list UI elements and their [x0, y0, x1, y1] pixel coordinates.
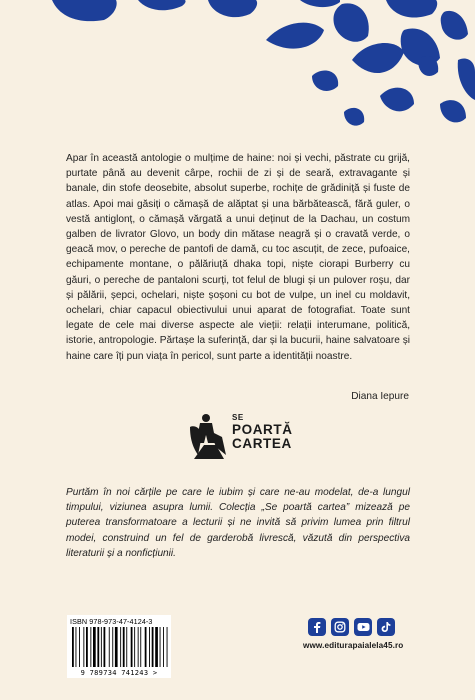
isbn-label: ISBN 978-973-47-4124-3 [70, 617, 153, 626]
barcode-bar [93, 627, 96, 667]
barcode-bar [145, 627, 147, 667]
barcode-bar [115, 627, 118, 667]
book-description: Apar în această antologie o mulțime de haine: noi și vechi, păstrate cu grijă, purtate până au devenit cârpe, rochii de zi și de seară, extravagante și banale, din stofe deosebite, absolut superbe, rochițe de grădiniță și fuste de atlas. Apoi mai găsiți o cămașă de alăptat și una bărbătească, fără guler, o vestă antiglonț, o cămașă vărgată a unui deținut de la Dachau, un costum galben de livrator Glovo, un body din mătase neagră și o cravată verde, o geacă mov, o pereche de pantofi de damă, cu toc ascuțit, de zece, pufoaice, echipamente montane, o pălăriuță dhaka topi, niște ciorapi Burberry cu găuri, o pereche de pantaloni scurți, tot felul de blugi și un pulover roșu, dar și pălării, șepci, ochelari, niște șoșoni cu bot de vulpe, un inel cu moldavit, ochelari, chiar capacul obiectivului unui aparat de fotografiat. Toate sunt legate de cele mai diverse aspecte ale vieții: relații interumane, politică, istorie, antropologie. Părtașe la suferință, dar și la bucurii, haine salvatoare și haine care îți pun viața în pericol, sunt parte a identității noastre. [66, 153, 410, 362]
barcode-bar [104, 627, 106, 667]
logo-line-cartea: CARTEA [232, 436, 292, 451]
logo-wordmark [232, 413, 293, 451]
barcode-bar [72, 627, 74, 667]
barcode-bar [138, 627, 139, 667]
barcode-bar [126, 627, 127, 667]
barcode-bar [149, 627, 150, 667]
barcode-bar [109, 627, 110, 667]
social-icons [308, 618, 395, 636]
barcode-bar [79, 627, 80, 667]
barcode-bar [86, 627, 88, 667]
barcode-bar [90, 627, 91, 667]
barcode-bar [120, 627, 121, 667]
barcode-bar [83, 627, 84, 667]
barcode-bar [140, 627, 141, 667]
author-name: Diana Iepure [351, 391, 409, 402]
youtube-icon[interactable] [354, 618, 372, 636]
barcode-icon [70, 627, 168, 671]
barcode-bar [101, 627, 102, 667]
barcode-bar [97, 627, 99, 667]
barcode-bar [163, 627, 164, 667]
instagram-icon[interactable] [331, 618, 349, 636]
logo-line-se: SE [232, 413, 244, 422]
facebook-icon[interactable] [308, 618, 326, 636]
decorative-leaves [0, 0, 475, 140]
barcode-bar [160, 627, 161, 667]
tiktok-icon[interactable] [377, 618, 395, 636]
logo-line-poarta: POARTĂ [232, 422, 293, 437]
barcode-bar [123, 627, 125, 667]
barcode-digits: 9 789734 741243 > [80, 669, 158, 677]
barcode-bar [152, 627, 154, 667]
barcode-bar [167, 627, 168, 667]
barcode-bar [112, 627, 113, 667]
barcode-bar [134, 627, 135, 667]
barcode-bar [155, 627, 158, 667]
isbn-barcode-block [67, 615, 171, 678]
barcode-bar [131, 627, 133, 667]
publisher-website[interactable]: www.editurapaialela45.ro [303, 641, 404, 650]
barcode-bar [76, 627, 77, 667]
collection-description: Purtăm în noi cărțile pe care le iubim și care ne-au modelat, de-a lungul timpului, viziunea asupra lumii. Colecția „Se poartă cartea” mizează pe puterea transformatoare a lecturii și ne invită să privim lumea prin filtrul modei, construind un fel de garderobă livrescă, văzută din perspectiva literaturii și a nonficțiunii. [66, 487, 410, 559]
